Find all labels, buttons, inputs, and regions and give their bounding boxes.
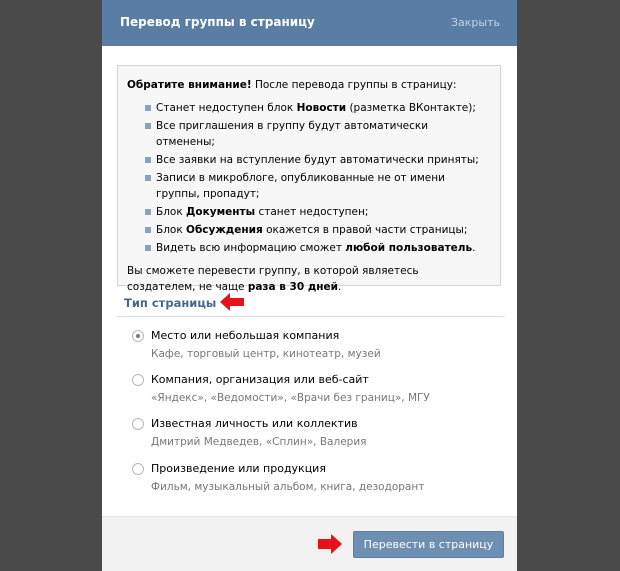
bullet-icon [145,123,151,129]
radio-button[interactable] [132,463,144,475]
section-divider [117,316,505,317]
option-description: Кафе, торговый центр, кинотеатр, музей [151,348,381,360]
notice-intro [127,77,490,93]
notice-item: Записи в микроблоге, опубликованные не от имени группы, пропадут; [145,170,490,202]
radio-button[interactable] [132,374,144,386]
bullet-icon [145,209,151,215]
notice-item: Блок Документы станет недоступен; [145,204,490,220]
option-description: «Яндекс», «Ведомости», «Врачи без границ», МГУ [151,392,430,404]
radio-button[interactable] [132,418,144,430]
section-title: Тип страницы [124,296,217,310]
option-description: Фильм, музыкальный альбом, книга, дезодорант [151,481,425,493]
convert-to-page-button[interactable]: Перевести в страницу [353,531,504,558]
notice-box [117,65,501,293]
dialog-header [102,0,517,46]
dialog-title: Перевод группы в страницу [120,15,315,29]
radio-button-checked[interactable] [132,330,144,342]
red-arrow-left-icon [220,293,244,311]
notice-item: Блок Обсуждения окажется в правой части страницы; [145,222,490,238]
red-arrow-right-icon [318,534,342,554]
notice-item: Все заявки на вступление будут автоматически приняты; [145,152,490,168]
notice-item: Все приглашения в группу будут автоматически отменены; [145,118,490,150]
bullet-icon [145,227,151,233]
option-description: Дмитрий Медведев, «Сплин», Валерия [151,436,367,448]
bullet-icon [145,105,151,111]
notice-footer: Вы сможете перевести группу, в которой являетесь создателем, не чаще раза в 30 дней. [127,265,419,293]
notice-intro-text: После перевода группы в страницу: [254,79,457,91]
transfer-dialog [102,0,517,571]
notice-intro-bold: Обратите внимание! [127,79,252,91]
option-label: Известная личность или коллектив [151,417,358,430]
notice-item: Станет недоступен блок Новости (разметка ВКонтакте); [145,100,490,116]
option-label: Место или небольшая компания [151,329,340,342]
notice-list [127,100,490,256]
dialog-footer [102,516,517,571]
bullet-icon [145,245,151,251]
close-link[interactable]: Закрыть [451,16,500,29]
bullet-icon [145,157,151,163]
option-label: Произведение или продукция [151,462,326,475]
option-label: Компания, организация или веб-сайт [151,373,369,386]
notice-item: Видеть всю информацию сможет любой пользователь. [145,240,490,256]
bullet-icon [145,175,151,181]
